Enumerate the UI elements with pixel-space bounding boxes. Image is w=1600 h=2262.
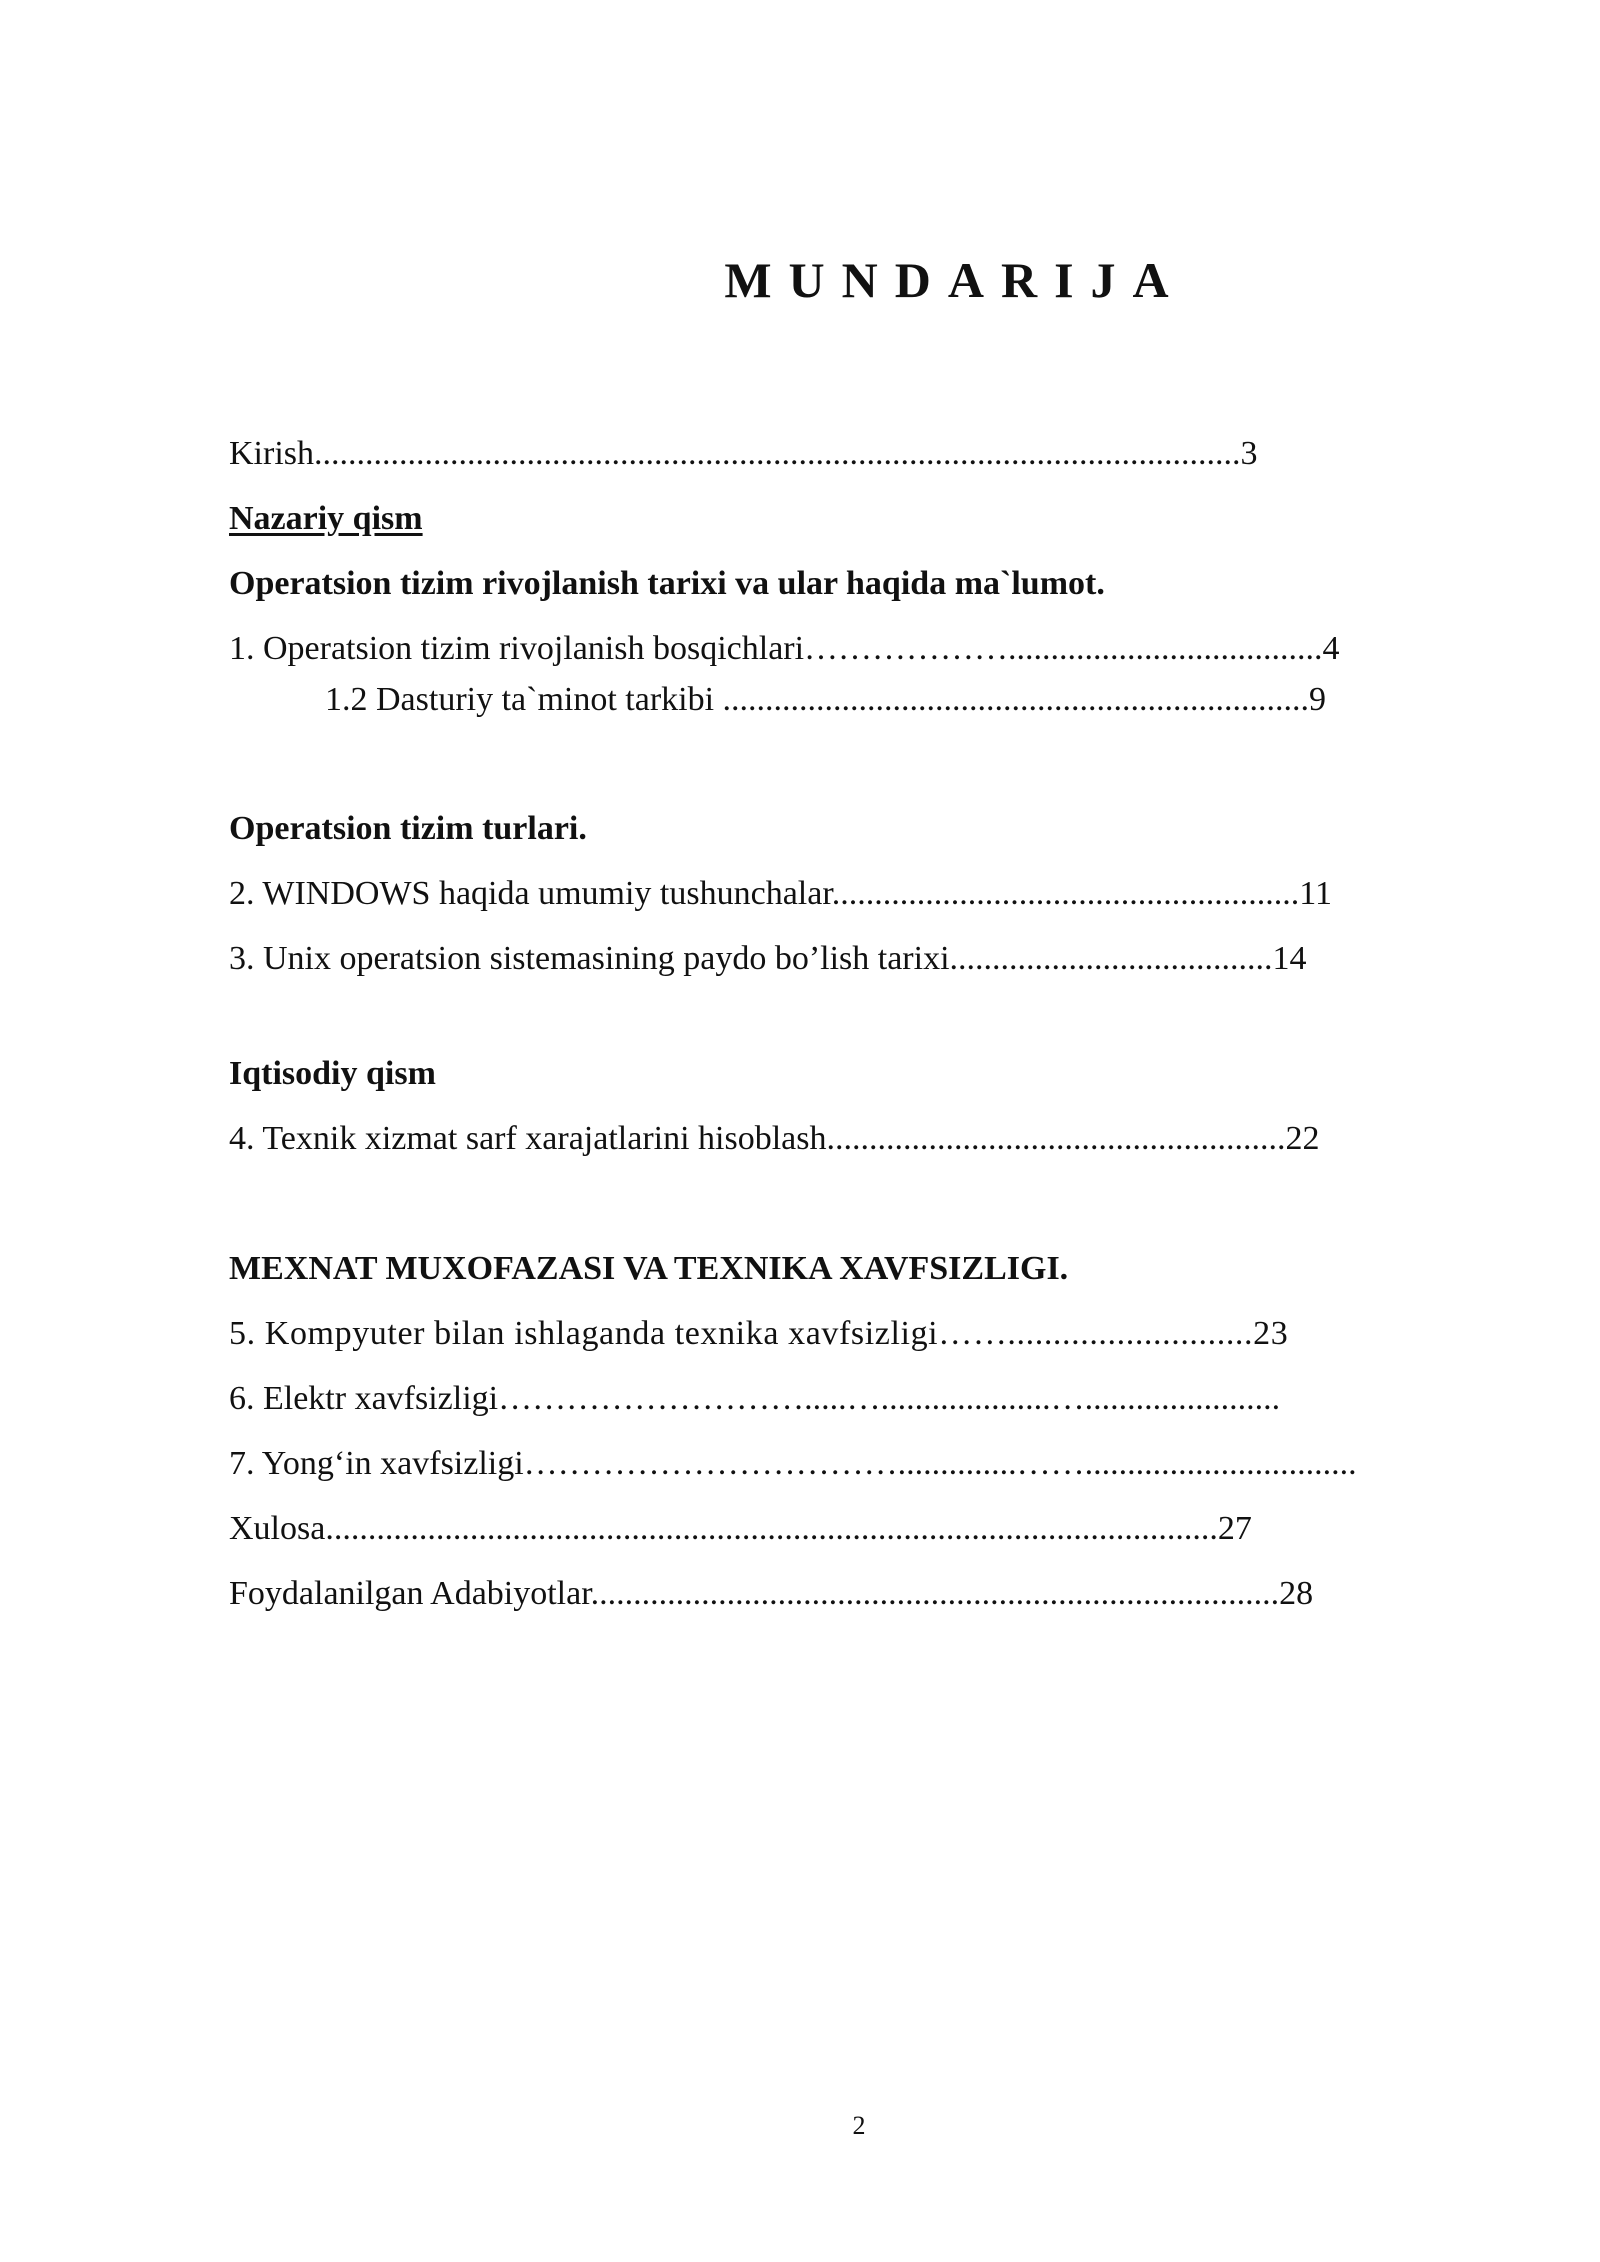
toc-heading-mexnat-muxofazasi: MEXNAT MUXOFAZASI VA TEXNIKA XAVFSIZLIGI. [229,1250,1069,1287]
toc-entry-xulosa: Xulosa.........................................................................................................27 [229,1510,1252,1547]
toc-entry-7: 7. Yong‘in xavfsizligi……………………………..............……................................ [229,1445,1357,1482]
toc-entry-5: 5. Kompyuter bilan ishlaganda texnika xavfsizligi……...........................23 [229,1315,1289,1352]
toc-entry-kirish: Kirish.............................................................................................................3 [229,435,1258,472]
toc-heading-nazariy-qism: Nazariy qism [229,500,423,537]
toc-entry-6: 6. Elektr xavfsizligi……………………….....…....................…....................... [229,1380,1281,1417]
toc-heading-operatsion-tarixi: Operatsion tizim rivojlanish tarixi va ular haqida ma`lumot. [229,565,1105,602]
page-number: 2 [852,2111,866,2140]
toc-heading-iqtisodiy-qism: Iqtisodiy qism [229,1055,436,1092]
toc-entry-adabiyotlar: Foydalanilgan Adabiyotlar.................................................................................28 [229,1575,1314,1612]
toc-entry-3: 3. Unix operatsion sistemasining paydo bo’lish tarixi......................................14 [229,940,1307,977]
toc-entry-1-2: 1.2 Dasturiy ta`minot tarkibi .....................................................................9 [325,681,1327,718]
toc-heading-operatsion-turlari: Operatsion tizim turlari. [229,810,587,847]
toc-entry-2: 2. WINDOWS haqida umumiy tushunchalar.......................................................11 [229,875,1333,912]
page-title: MUNDARIJA [724,252,1186,308]
toc-entry-4: 4. Texnik xizmat sarf xarajatlarini hisoblash......................................................22 [229,1120,1320,1157]
toc-entry-1: 1. Operatsion tizim rivojlanish bosqichlari……………….....................................4 [229,630,1340,667]
